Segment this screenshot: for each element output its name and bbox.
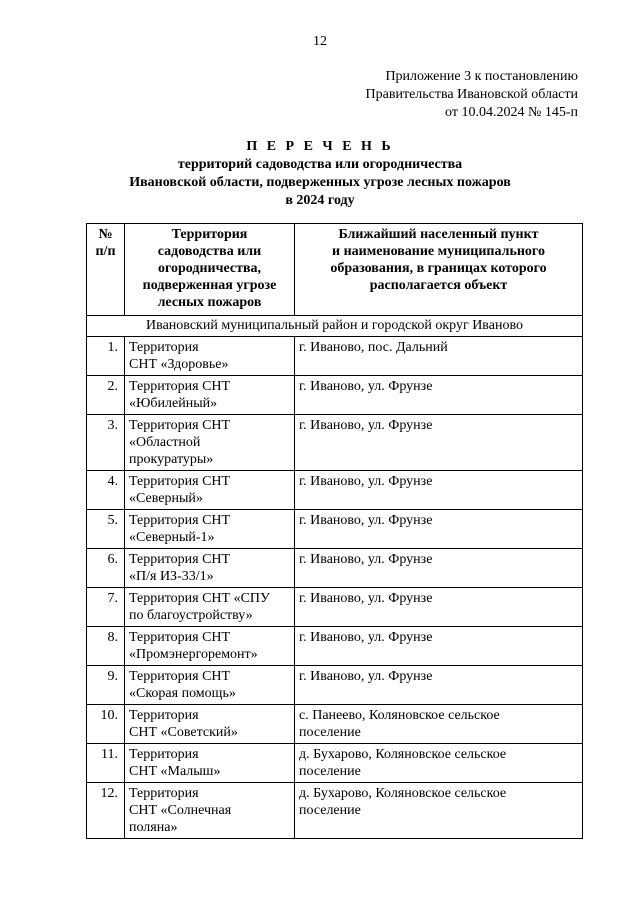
- table-row: [87, 588, 583, 627]
- row-territory: Территория СНТ «Солнечная поляна»: [125, 783, 295, 839]
- row-location: г. Иваново, ул. Фрунзе: [295, 376, 583, 415]
- row-territory: Территория СНТ «Северный-1»: [125, 510, 295, 549]
- row-number: 3.: [87, 415, 125, 471]
- table-row: [87, 337, 583, 376]
- row-territory: Территория СНТ «Скорая помощь»: [125, 666, 295, 705]
- row-location: г. Иваново, ул. Фрунзе: [295, 666, 583, 705]
- row-location: г. Иваново, пос. Дальний: [295, 337, 583, 376]
- row-number: 1.: [87, 337, 125, 376]
- table-row: [87, 376, 583, 415]
- title-heading: П Е Р Е Ч Е Н Ь: [246, 139, 394, 154]
- header-number: № п/п: [87, 224, 125, 316]
- row-number: 7.: [87, 588, 125, 627]
- table-row: [87, 415, 583, 471]
- row-number: 10.: [87, 705, 125, 744]
- title-line-1: территорий садоводства или огородничества: [177, 157, 463, 172]
- row-location: г. Иваново, ул. Фрунзе: [295, 471, 583, 510]
- row-territory: Территория СНТ «Малыш»: [125, 744, 295, 783]
- table-row: [87, 666, 583, 705]
- appendix-line-1: Приложение 3 к постановлению: [385, 69, 578, 84]
- table-header-row: [87, 224, 583, 316]
- row-territory: Территория СНТ «Здоровье»: [125, 337, 295, 376]
- section-row: [87, 316, 583, 337]
- document-title: [0, 138, 640, 210]
- row-number: 2.: [87, 376, 125, 415]
- row-territory: Территория СНТ «Юбилейный»: [125, 376, 295, 415]
- row-location: г. Иваново, ул. Фрунзе: [295, 549, 583, 588]
- row-number: 4.: [87, 471, 125, 510]
- appendix-line-3: от 10.04.2024 № 145-п: [445, 105, 578, 120]
- table-row: [87, 471, 583, 510]
- row-location: с. Панеево, Коляновское сельское поселение: [295, 705, 583, 744]
- table-row: [87, 510, 583, 549]
- row-territory: Территория СНТ «Северный»: [125, 471, 295, 510]
- row-number: 8.: [87, 627, 125, 666]
- title-line-2: Ивановской области, подверженных угрозе лесных пожаров: [129, 175, 511, 190]
- row-location: г. Иваново, ул. Фрунзе: [295, 415, 583, 471]
- territories-table: [86, 223, 583, 839]
- appendix-line-2: Правительства Ивановской области: [365, 87, 578, 102]
- row-territory: Территория СНТ «Промэнергоремонт»: [125, 627, 295, 666]
- title-line-3: в 2024 году: [285, 193, 355, 208]
- row-location: д. Бухарово, Коляновское сельское поселение: [295, 783, 583, 839]
- section-title: Ивановский муниципальный район и городской округ Иваново: [87, 316, 583, 337]
- table-row: [87, 783, 583, 839]
- row-territory: Территория СНТ «Областной прокуратуры»: [125, 415, 295, 471]
- table-row: [87, 549, 583, 588]
- row-number: 6.: [87, 549, 125, 588]
- row-number: 5.: [87, 510, 125, 549]
- row-location: г. Иваново, ул. Фрунзе: [295, 510, 583, 549]
- row-territory: Территория СНТ «П/я ИЗ-33/1»: [125, 549, 295, 588]
- table-row: [87, 627, 583, 666]
- row-territory: Территория СНТ «Советский»: [125, 705, 295, 744]
- row-number: 9.: [87, 666, 125, 705]
- row-number: 11.: [87, 744, 125, 783]
- table-row: [87, 744, 583, 783]
- row-location: г. Иваново, ул. Фрунзе: [295, 627, 583, 666]
- header-territory: Территория садоводства или огородничества, подверженная угрозе лесных пожаров: [125, 224, 295, 316]
- table-row: [87, 705, 583, 744]
- header-location: Ближайший населенный пункт и наименование муниципального образования, в границах которого располагается объект: [295, 224, 583, 316]
- appendix-reference: [366, 68, 578, 122]
- row-number: 12.: [87, 783, 125, 839]
- row-territory: Территория СНТ «СПУ по благоустройству»: [125, 588, 295, 627]
- row-location: г. Иваново, ул. Фрунзе: [295, 588, 583, 627]
- page-number: 12: [313, 34, 327, 49]
- row-location: д. Бухарово, Коляновское сельское поселение: [295, 744, 583, 783]
